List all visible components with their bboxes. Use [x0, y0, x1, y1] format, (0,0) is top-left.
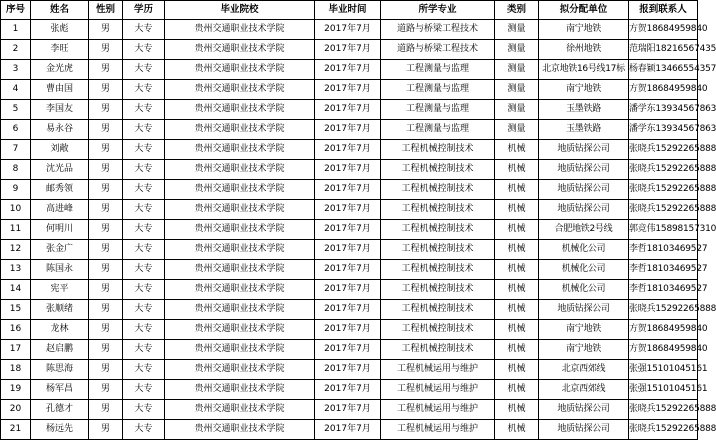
table-row	[1, 180, 698, 200]
table-row	[1, 360, 698, 380]
contact-cell: 方贺18684959840	[629, 80, 698, 100]
index-cell: 9	[1, 180, 31, 200]
gender-cell: 男	[89, 240, 123, 260]
category-cell: 测量	[495, 80, 539, 100]
gender-cell: 男	[89, 120, 123, 140]
table-row	[1, 160, 698, 180]
name-cell: 陈思海	[31, 360, 89, 380]
category-cell: 机械	[495, 220, 539, 240]
graduation-date-cell: 2017年7月	[315, 160, 381, 180]
graduation-date-cell: 2017年7月	[315, 60, 381, 80]
table-row	[1, 200, 698, 220]
assigned-unit-cell: 北京西郊线	[539, 360, 629, 380]
graduation-date-cell: 2017年7月	[315, 400, 381, 420]
gender-cell: 男	[89, 100, 123, 120]
assigned-unit-cell: 合肥地铁2号线	[539, 220, 629, 240]
gender-cell: 男	[89, 180, 123, 200]
gender-cell: 男	[89, 360, 123, 380]
major-cell: 工程机械运用与维护	[381, 380, 495, 400]
school-cell: 贵州交通职业技术学院	[165, 80, 315, 100]
category-cell: 机械	[495, 400, 539, 420]
school-cell: 贵州交通职业技术学院	[165, 360, 315, 380]
contact-cell: 杨春颖13466554357	[629, 60, 698, 80]
table-row	[1, 120, 698, 140]
major-cell: 工程测量与监理	[381, 60, 495, 80]
name-cell: 刘敞	[31, 140, 89, 160]
category-cell: 机械	[495, 240, 539, 260]
education-cell: 大专	[123, 100, 165, 120]
gender-cell: 男	[89, 200, 123, 220]
contact-cell: 潘学东13934567863	[629, 120, 698, 140]
assigned-unit-cell: 玉墨铁路	[539, 100, 629, 120]
contact-cell: 郭竞伟15898157310	[629, 220, 698, 240]
major-cell: 工程机械运用与维护	[381, 360, 495, 380]
gender-cell: 男	[89, 380, 123, 400]
name-cell: 邮秀领	[31, 180, 89, 200]
category-cell: 机械	[495, 260, 539, 280]
name-cell: 赵启鹏	[31, 340, 89, 360]
education-cell: 大专	[123, 160, 165, 180]
education-cell: 大专	[123, 20, 165, 40]
index-cell: 19	[1, 380, 31, 400]
education-cell: 大专	[123, 80, 165, 100]
category-cell: 机械	[495, 420, 539, 440]
school-cell: 贵州交通职业技术学院	[165, 120, 315, 140]
major-cell: 工程测量与监理	[381, 80, 495, 100]
table-row	[1, 300, 698, 320]
table-row	[1, 80, 698, 100]
contact-cell: 方贺18684959840	[629, 320, 698, 340]
category-cell: 机械	[495, 280, 539, 300]
name-cell: 孔德才	[31, 400, 89, 420]
education-cell: 大专	[123, 300, 165, 320]
category-cell: 机械	[495, 360, 539, 380]
gender-cell: 男	[89, 340, 123, 360]
assigned-unit-cell: 北京西郊线	[539, 380, 629, 400]
major-cell: 道路与桥梁工程技术	[381, 20, 495, 40]
table-row	[1, 380, 698, 400]
gender-cell: 男	[89, 420, 123, 440]
category-cell: 机械	[495, 380, 539, 400]
assigned-unit-cell: 地质钻探公司	[539, 160, 629, 180]
table-row	[1, 220, 698, 240]
table-row	[1, 420, 698, 440]
graduation-date-cell: 2017年7月	[315, 120, 381, 140]
major-cell: 工程机械运用与维护	[381, 420, 495, 440]
index-cell: 20	[1, 400, 31, 420]
assigned-unit-cell: 南宁地铁	[539, 340, 629, 360]
contact-cell: 张晓兵15292265888	[629, 160, 698, 180]
assigned-unit-cell: 地质钻探公司	[539, 420, 629, 440]
gender-cell: 男	[89, 40, 123, 60]
table-row	[1, 280, 698, 300]
assigned-unit-cell: 地质钻探公司	[539, 200, 629, 220]
school-cell: 贵州交通职业技术学院	[165, 220, 315, 240]
gender-cell: 男	[89, 260, 123, 280]
education-cell: 大专	[123, 340, 165, 360]
table-row	[1, 20, 698, 40]
index-cell: 3	[1, 60, 31, 80]
category-cell: 测量	[495, 100, 539, 120]
school-cell: 贵州交通职业技术学院	[165, 60, 315, 80]
gender-cell: 男	[89, 400, 123, 420]
assigned-unit-cell: 南宁地铁	[539, 20, 629, 40]
name-cell: 宪平	[31, 280, 89, 300]
graduation-date-cell: 2017年7月	[315, 80, 381, 100]
header-contact: 报到联系人	[629, 1, 698, 20]
header-assigned-unit: 拟分配单位	[539, 1, 629, 20]
education-cell: 大专	[123, 320, 165, 340]
index-cell: 2	[1, 40, 31, 60]
graduation-date-cell: 2017年7月	[315, 100, 381, 120]
header-row	[1, 1, 698, 20]
assigned-unit-cell: 地质钻探公司	[539, 300, 629, 320]
contact-cell: 张晓兵15292265888	[629, 140, 698, 160]
assigned-unit-cell: 地质钻探公司	[539, 180, 629, 200]
category-cell: 机械	[495, 320, 539, 340]
school-cell: 贵州交通职业技术学院	[165, 260, 315, 280]
header-index: 序号	[1, 1, 31, 20]
education-cell: 大专	[123, 400, 165, 420]
gender-cell: 男	[89, 300, 123, 320]
index-cell: 4	[1, 80, 31, 100]
index-cell: 10	[1, 200, 31, 220]
school-cell: 贵州交通职业技术学院	[165, 20, 315, 40]
education-cell: 大专	[123, 260, 165, 280]
school-cell: 贵州交通职业技术学院	[165, 340, 315, 360]
index-cell: 14	[1, 280, 31, 300]
contact-cell: 李哲18103469527	[629, 280, 698, 300]
gender-cell: 男	[89, 60, 123, 80]
header-category: 类别	[495, 1, 539, 20]
index-cell: 17	[1, 340, 31, 360]
education-cell: 大专	[123, 280, 165, 300]
index-cell: 12	[1, 240, 31, 260]
name-cell: 金光虎	[31, 60, 89, 80]
major-cell: 工程机械控制技术	[381, 220, 495, 240]
index-cell: 15	[1, 300, 31, 320]
assigned-unit-cell: 机械化公司	[539, 240, 629, 260]
table-row	[1, 40, 698, 60]
category-cell: 测量	[495, 60, 539, 80]
name-cell: 李国友	[31, 100, 89, 120]
category-cell: 测量	[495, 20, 539, 40]
assigned-unit-cell: 南宁地铁	[539, 80, 629, 100]
contact-cell: 张晓兵15292265888	[629, 400, 698, 420]
contact-cell: 张晓兵15292265888	[629, 300, 698, 320]
major-cell: 工程机械控制技术	[381, 320, 495, 340]
graduation-date-cell: 2017年7月	[315, 280, 381, 300]
assigned-unit-cell: 地质钻探公司	[539, 140, 629, 160]
gender-cell: 男	[89, 220, 123, 240]
contact-cell: 张晓兵15292265888	[629, 200, 698, 220]
name-cell: 何明川	[31, 220, 89, 240]
table-row	[1, 60, 698, 80]
gender-cell: 男	[89, 160, 123, 180]
graduation-date-cell: 2017年7月	[315, 260, 381, 280]
education-cell: 大专	[123, 240, 165, 260]
education-cell: 大专	[123, 380, 165, 400]
category-cell: 机械	[495, 340, 539, 360]
name-cell: 曹由国	[31, 80, 89, 100]
major-cell: 工程机械控制技术	[381, 140, 495, 160]
graduation-date-cell: 2017年7月	[315, 40, 381, 60]
major-cell: 工程机械运用与维护	[381, 400, 495, 420]
assigned-unit-cell: 机械化公司	[539, 260, 629, 280]
category-cell: 测量	[495, 40, 539, 60]
contact-cell: 方贺18684959840	[629, 20, 698, 40]
graduation-date-cell: 2017年7月	[315, 320, 381, 340]
graduation-date-cell: 2017年7月	[315, 140, 381, 160]
category-cell: 机械	[495, 140, 539, 160]
name-cell: 高进峰	[31, 200, 89, 220]
education-cell: 大专	[123, 40, 165, 60]
assigned-unit-cell: 徐州地铁	[539, 40, 629, 60]
school-cell: 贵州交通职业技术学院	[165, 320, 315, 340]
table-row	[1, 100, 698, 120]
school-cell: 贵州交通职业技术学院	[165, 140, 315, 160]
contact-cell: 李哲18103469527	[629, 260, 698, 280]
gender-cell: 男	[89, 20, 123, 40]
index-cell: 21	[1, 420, 31, 440]
education-cell: 大专	[123, 140, 165, 160]
school-cell: 贵州交通职业技术学院	[165, 160, 315, 180]
major-cell: 工程机械控制技术	[381, 240, 495, 260]
graduation-date-cell: 2017年7月	[315, 300, 381, 320]
major-cell: 工程测量与监理	[381, 100, 495, 120]
index-cell: 5	[1, 100, 31, 120]
header-school: 毕业院校	[165, 1, 315, 20]
graduation-date-cell: 2017年7月	[315, 240, 381, 260]
name-cell: 李旺	[31, 40, 89, 60]
index-cell: 13	[1, 260, 31, 280]
major-cell: 工程机械控制技术	[381, 160, 495, 180]
name-cell: 陈国永	[31, 260, 89, 280]
graduation-date-cell: 2017年7月	[315, 220, 381, 240]
contact-cell: 潘学东13934567863	[629, 100, 698, 120]
contact-cell: 张强15101045161	[629, 360, 698, 380]
header-graduation-date: 毕业时间	[315, 1, 381, 20]
assigned-unit-cell: 机械化公司	[539, 280, 629, 300]
name-cell: 易永谷	[31, 120, 89, 140]
index-cell: 6	[1, 120, 31, 140]
contact-cell: 张晓兵15292265888	[629, 180, 698, 200]
header-education: 学历	[123, 1, 165, 20]
table-row	[1, 140, 698, 160]
school-cell: 贵州交通职业技术学院	[165, 100, 315, 120]
graduation-date-cell: 2017年7月	[315, 200, 381, 220]
gender-cell: 男	[89, 320, 123, 340]
assigned-unit-cell: 北京地铁16号线17标	[539, 60, 629, 80]
education-cell: 大专	[123, 180, 165, 200]
major-cell: 道路与桥梁工程技术	[381, 40, 495, 60]
education-cell: 大专	[123, 60, 165, 80]
index-cell: 16	[1, 320, 31, 340]
name-cell: 沈光品	[31, 160, 89, 180]
education-cell: 大专	[123, 420, 165, 440]
school-cell: 贵州交通职业技术学院	[165, 180, 315, 200]
major-cell: 工程机械控制技术	[381, 180, 495, 200]
education-cell: 大专	[123, 120, 165, 140]
school-cell: 贵州交通职业技术学院	[165, 240, 315, 260]
contact-cell: 方贺18684959840	[629, 340, 698, 360]
category-cell: 机械	[495, 160, 539, 180]
contact-cell: 李哲18103469527	[629, 240, 698, 260]
education-cell: 大专	[123, 360, 165, 380]
category-cell: 测量	[495, 120, 539, 140]
school-cell: 贵州交通职业技术学院	[165, 40, 315, 60]
major-cell: 工程测量与监理	[381, 120, 495, 140]
header-major: 所学专业	[381, 1, 495, 20]
graduation-date-cell: 2017年7月	[315, 340, 381, 360]
category-cell: 机械	[495, 200, 539, 220]
major-cell: 工程机械控制技术	[381, 300, 495, 320]
table-row	[1, 320, 698, 340]
name-cell: 杨远先	[31, 420, 89, 440]
index-cell: 18	[1, 360, 31, 380]
gender-cell: 男	[89, 80, 123, 100]
education-cell: 大专	[123, 200, 165, 220]
index-cell: 7	[1, 140, 31, 160]
school-cell: 贵州交通职业技术学院	[165, 300, 315, 320]
graduation-date-cell: 2017年7月	[315, 360, 381, 380]
contact-cell: 张晓兵15292265888	[629, 420, 698, 440]
category-cell: 机械	[495, 180, 539, 200]
major-cell: 工程机械控制技术	[381, 340, 495, 360]
name-cell: 龙林	[31, 320, 89, 340]
graduation-date-cell: 2017年7月	[315, 20, 381, 40]
major-cell: 工程机械控制技术	[381, 200, 495, 220]
graduation-date-cell: 2017年7月	[315, 180, 381, 200]
gender-cell: 男	[89, 140, 123, 160]
school-cell: 贵州交通职业技术学院	[165, 380, 315, 400]
index-cell: 8	[1, 160, 31, 180]
category-cell: 机械	[495, 300, 539, 320]
gender-cell: 男	[89, 280, 123, 300]
name-cell: 张顺绪	[31, 300, 89, 320]
assigned-unit-cell: 南宁地铁	[539, 320, 629, 340]
school-cell: 贵州交通职业技术学院	[165, 400, 315, 420]
assigned-unit-cell: 地质钻探公司	[539, 400, 629, 420]
education-cell: 大专	[123, 220, 165, 240]
index-cell: 11	[1, 220, 31, 240]
contact-cell: 范瑞阳18216567435	[629, 40, 698, 60]
major-cell: 工程机械控制技术	[381, 280, 495, 300]
header-gender: 性别	[89, 1, 123, 20]
table-row	[1, 240, 698, 260]
major-cell: 工程机械控制技术	[381, 260, 495, 280]
name-cell: 张彪	[31, 20, 89, 40]
graduation-date-cell: 2017年7月	[315, 420, 381, 440]
school-cell: 贵州交通职业技术学院	[165, 420, 315, 440]
name-cell: 杨军昌	[31, 380, 89, 400]
table-row	[1, 340, 698, 360]
index-cell: 1	[1, 20, 31, 40]
contact-cell: 张强15101045161	[629, 380, 698, 400]
assigned-unit-cell: 玉墨铁路	[539, 120, 629, 140]
school-cell: 贵州交通职业技术学院	[165, 200, 315, 220]
school-cell: 贵州交通职业技术学院	[165, 280, 315, 300]
graduation-date-cell: 2017年7月	[315, 380, 381, 400]
table-row	[1, 400, 698, 420]
name-cell: 张金广	[31, 240, 89, 260]
table-row	[1, 260, 698, 280]
header-name: 姓名	[31, 1, 89, 20]
